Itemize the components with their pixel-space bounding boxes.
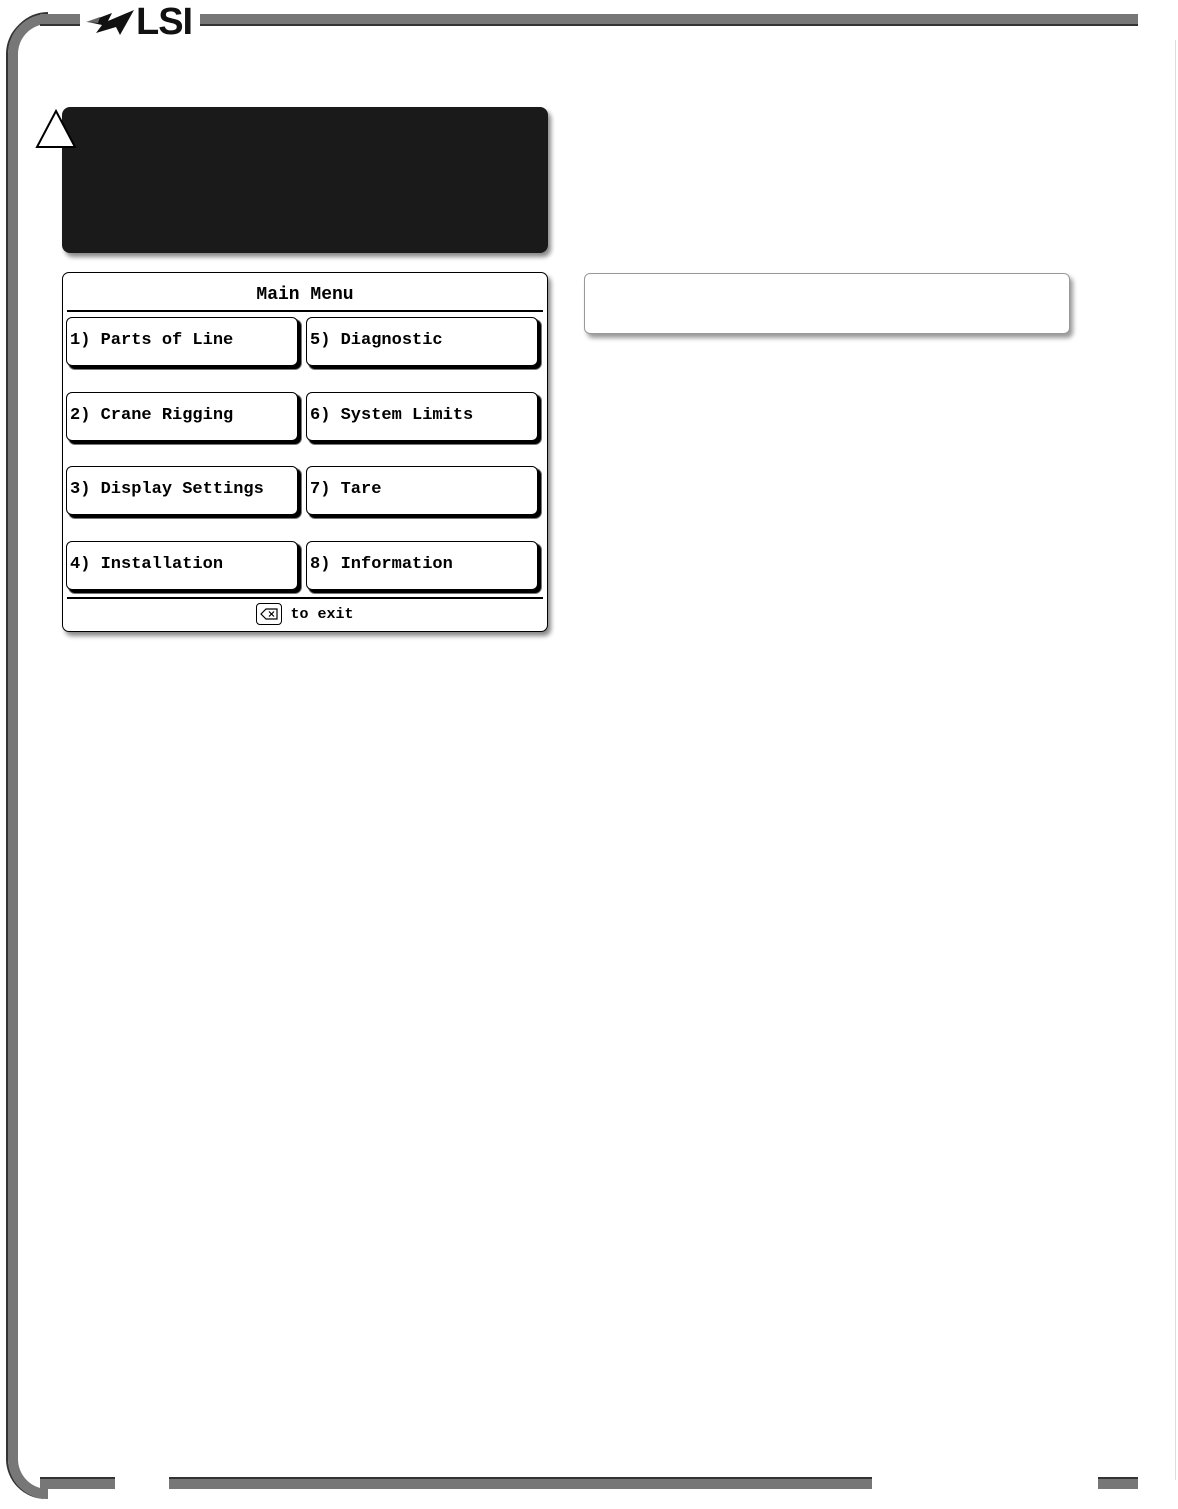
page-frame-bottom [1098,1477,1138,1489]
menu-button-installation[interactable]: 4) Installation [66,541,298,590]
warning-triangle-icon [35,109,77,149]
backspace-icon[interactable] [256,603,282,625]
menu-button-system-limits[interactable]: 6) System Limits [306,392,538,441]
page-frame-left [8,14,48,1499]
title-divider [67,310,543,312]
warning-box [62,107,548,253]
exit-divider [67,597,543,599]
page-frame-bottom [169,1477,872,1489]
main-menu-title: Main Menu [256,285,354,305]
exit-hint [63,603,547,625]
menu-button-information[interactable]: 8) Information [306,541,538,590]
menu-button-tare[interactable]: 7) Tare [306,466,538,515]
page-edge-line [1175,40,1176,1480]
exit-text: to exit [290,605,354,623]
main-menu-screen [62,272,548,632]
lsi-logo-icon [86,5,136,39]
page-frame-top-left [40,14,80,26]
lsi-logo [86,1,202,43]
menu-button-display-settings[interactable]: 3) Display Settings [66,466,298,515]
page-frame-top [200,14,1138,26]
menu-button-diagnostic[interactable]: 5) Diagnostic [306,317,538,366]
note-box [584,273,1070,334]
logo-text: LSI [136,1,193,43]
page-frame-bottom [40,1477,115,1489]
menu-button-crane-rigging[interactable]: 2) Crane Rigging [66,392,298,441]
menu-button-parts-of-line[interactable]: 1) Parts of Line [66,317,298,366]
